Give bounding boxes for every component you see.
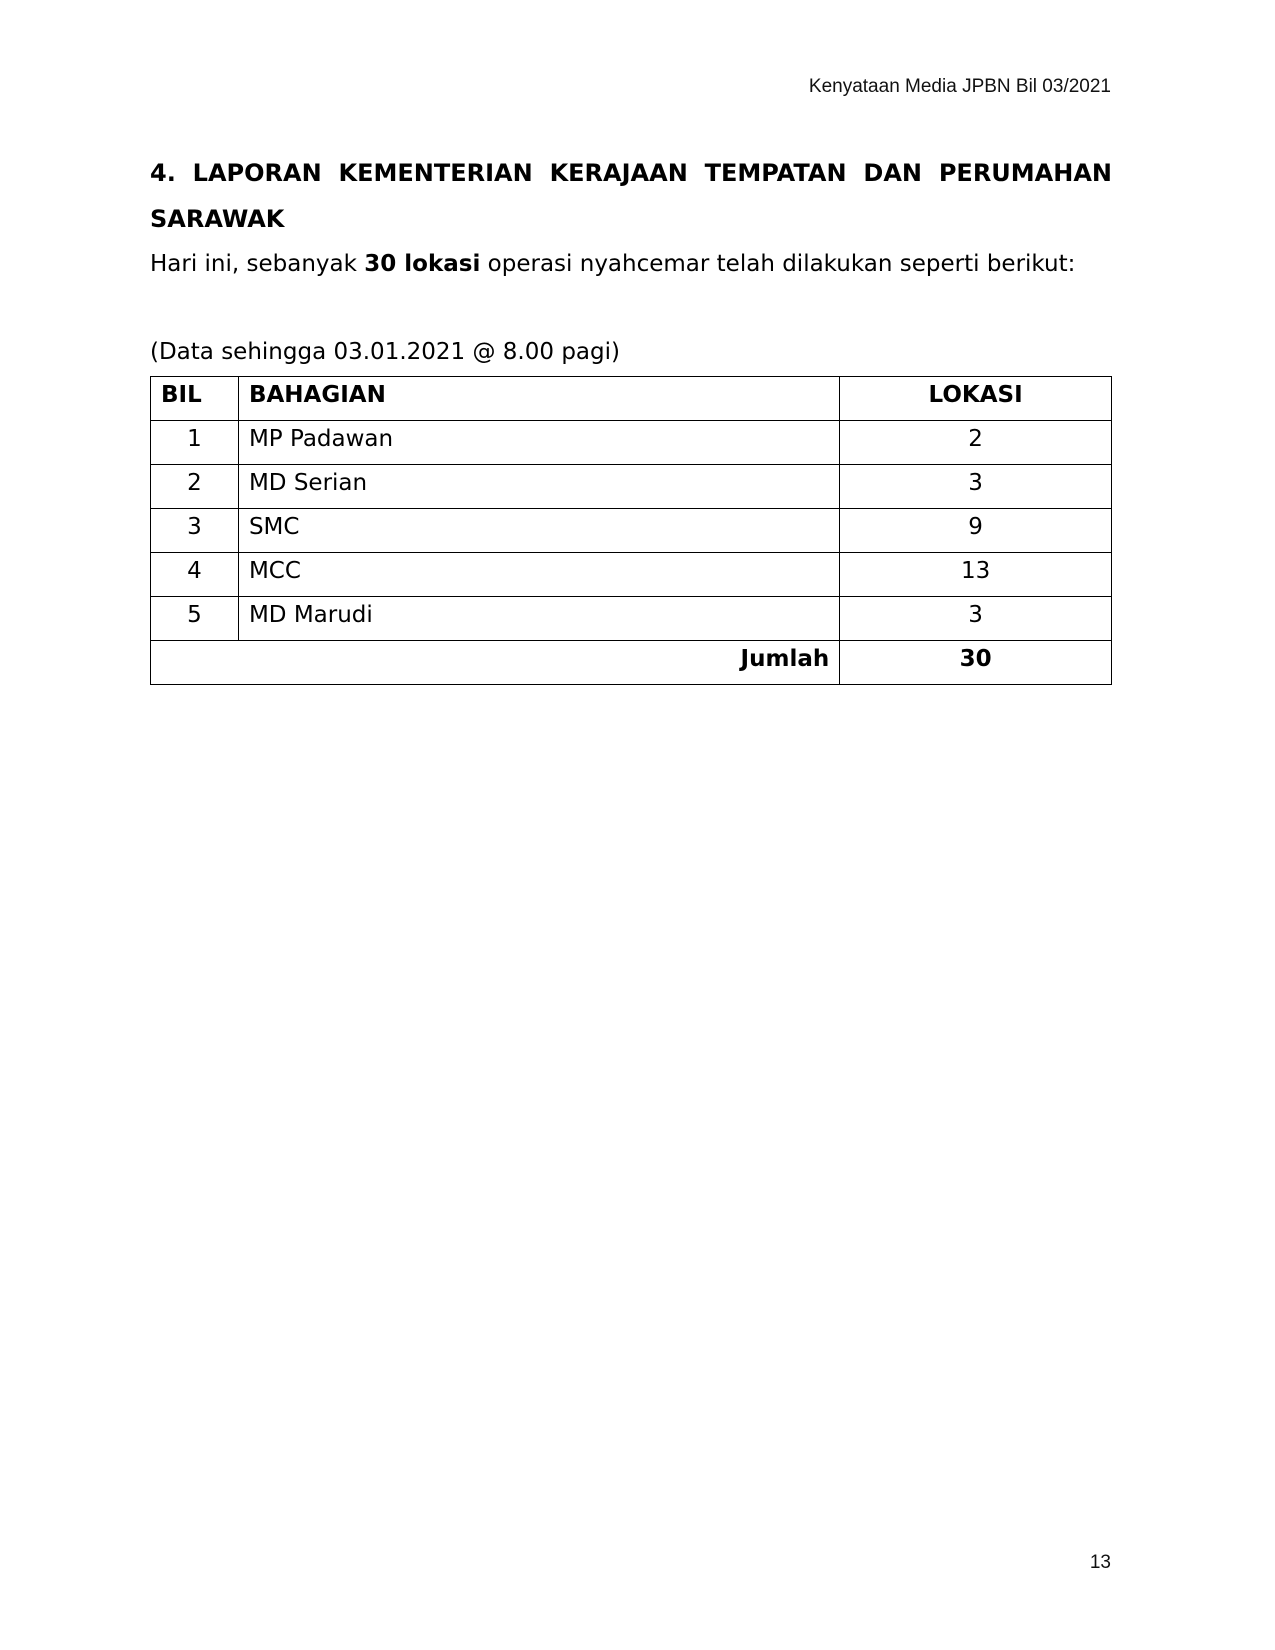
intro-paragraph (150, 244, 1112, 284)
intro-suffix: operasi nyahcemar telah dilakukan seperti berikut: (480, 251, 1076, 277)
cell-bil: 5 (151, 597, 239, 641)
table-row (151, 553, 1112, 597)
cell-bahagian: MCC (238, 553, 839, 597)
header-bahagian: BAHAGIAN (238, 377, 839, 421)
cell-bahagian: MP Padawan (238, 421, 839, 465)
table-row (151, 509, 1112, 553)
cell-bil: 2 (151, 465, 239, 509)
total-value: 30 (840, 641, 1112, 685)
location-table (150, 376, 1112, 685)
table-row (151, 465, 1112, 509)
header-bil: BIL (151, 377, 239, 421)
cell-lokasi: 9 (840, 509, 1112, 553)
cell-lokasi: 3 (840, 465, 1112, 509)
intro-highlight: 30 lokasi (364, 251, 481, 277)
table-row (151, 597, 1112, 641)
cell-bahagian: MD Marudi (238, 597, 839, 641)
table-row (151, 421, 1112, 465)
intro-prefix: Hari ini, sebanyak (150, 251, 365, 277)
cell-lokasi: 13 (840, 553, 1112, 597)
cell-lokasi: 2 (840, 421, 1112, 465)
data-date-note: (Data sehingga 03.01.2021 @ 8.00 pagi) (150, 339, 620, 365)
document-body (150, 150, 1112, 685)
document-reference: Kenyataan Media JPBN Bil 03/2021 (808, 76, 1111, 97)
table-total-row (151, 641, 1112, 685)
total-label: Jumlah (151, 641, 840, 685)
header-lokasi: LOKASI (840, 377, 1112, 421)
cell-bil: 4 (151, 553, 239, 597)
table-header-row (151, 377, 1112, 421)
cell-bil: 1 (151, 421, 239, 465)
section-title: 4. LAPORAN KEMENTERIAN KERAJAAN TEMPATAN DAN PERUMAHAN (150, 159, 1112, 187)
cell-bahagian: MD Serian (238, 465, 839, 509)
section-title-continued: SARAWAK (150, 205, 285, 233)
page-number: 13 (1089, 1552, 1111, 1573)
cell-bahagian: SMC (238, 509, 839, 553)
cell-lokasi: 3 (840, 597, 1112, 641)
cell-bil: 3 (151, 509, 239, 553)
